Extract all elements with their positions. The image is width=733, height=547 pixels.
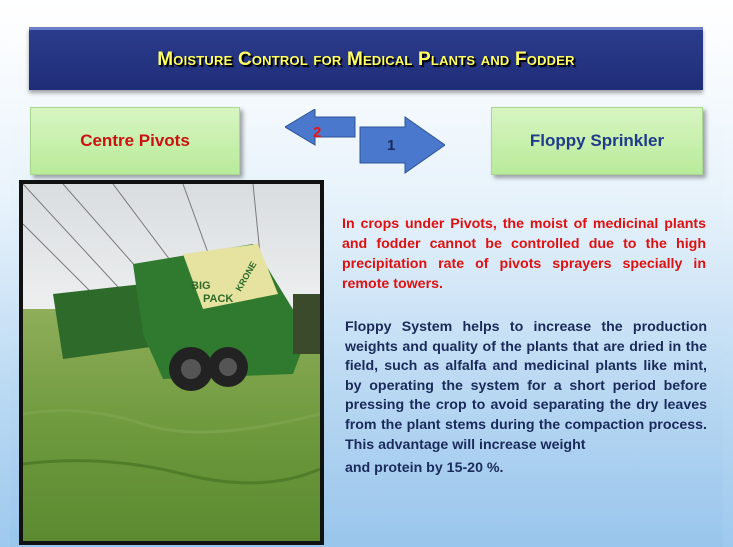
floppy-sprinkler-button[interactable] [491, 107, 703, 175]
floppy-paragraph-last-line: and protein by 15-20 %. [345, 460, 504, 477]
baler-brand-2: PACK [203, 293, 234, 305]
navigation-arrows [285, 109, 445, 175]
floppy-paragraph [345, 318, 707, 479]
title-banner [29, 27, 703, 90]
back-arrow-number: 2 [313, 124, 322, 141]
tractor [293, 294, 320, 354]
baler-photo [19, 180, 324, 545]
forward-arrow-icon [360, 117, 445, 173]
centre-pivots-button[interactable] [30, 107, 240, 175]
floppy-paragraph-body: Floppy System helps to increase the production weights and quality of the plants that are dried in the field, such as alfalfa and medicinal plants like mint, by operating the system for a short period before pressing the crop to avoid separating the dry leaves from the plant stems during the compaction process. This advantage will increase weight [345, 319, 707, 453]
floppy-sprinkler-label: Floppy Sprinkler [529, 131, 665, 150]
centre-pivots-label: Centre Pivots [80, 131, 190, 150]
page-title: Moisture Control for Medical Plants and Fodder [157, 49, 575, 70]
field-baler-illustration [23, 184, 320, 541]
pivots-paragraph: In crops under Pivots, the moist of medicinal plants and fodder cannot be controlled due to the high precipitation rate of pivots sprayers specially in remote towers. [342, 216, 706, 292]
forward-arrow-button[interactable] [360, 117, 445, 173]
baler-maker: KRONE [233, 259, 259, 293]
baler-brand-1: BIG [191, 280, 211, 292]
forward-arrow-number: 1 [387, 137, 396, 154]
